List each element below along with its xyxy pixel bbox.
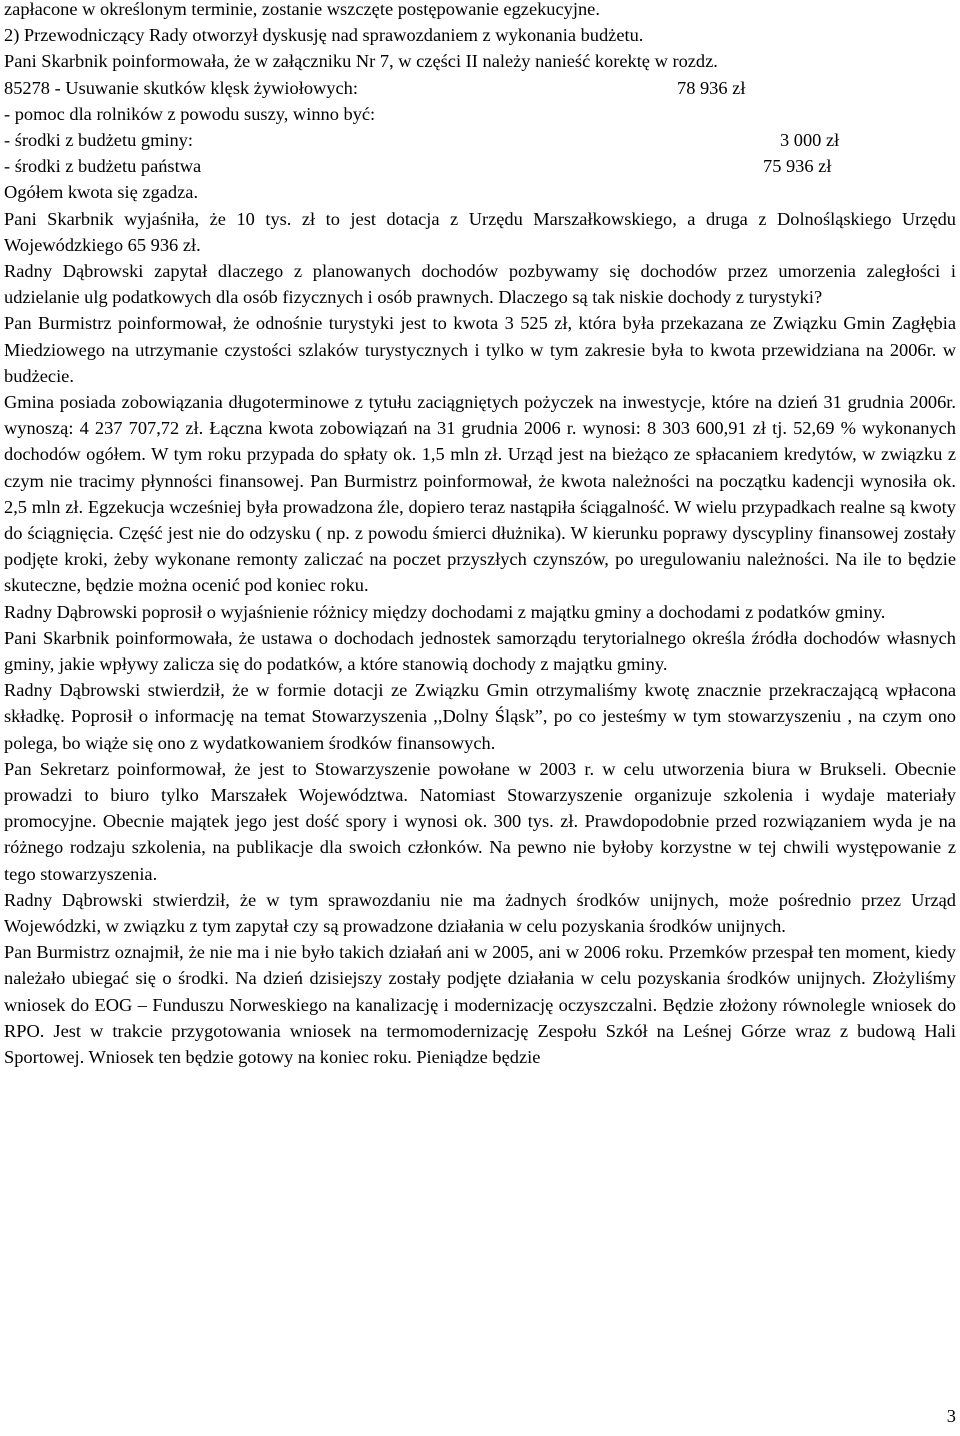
paragraph: Pan Burmistrz oznajmił, że nie ma i nie było takich działań ani w 2005, ani w 2006 roku. Przemków przespał ten moment, kiedy należało ubiegać się o środki. Na dzień dzisiejszy zostały podjęte działania w celu pozyskania środków unijnych. Złożyliśmy wniosek do EOG – Funduszu Norweskiego na kanalizację i modernizację oczyszczalni. Będzie złożony równolegle wniosek do RPO. Jest w trakcie przygotowania wniosek na termomodernizację Zespołu Szkół na Leśnej Górze wraz z budową Hali Sportowej. Wniosek ten będzie gotowy na koniec roku. Pieniądze będzie	[4, 942, 956, 1068]
opening-line: 2) Przewodniczący Rady otworzył dyskusję nad sprawozdaniem z wykonania budżetu.	[4, 25, 644, 46]
budget-row-label: - środki z budżetu gminy:	[4, 129, 193, 150]
budget-row-label: - środki z budżetu państwa	[4, 156, 202, 177]
budget-row-amount: 78 936 zł	[677, 77, 746, 98]
opening-line: zapłacone w określonym terminie, zostanie wszczęte postępowanie egzekucyjne.	[4, 0, 600, 19]
budget-row-label: 85278 - Usuwanie skutków klęsk żywiołowych:	[4, 77, 358, 98]
opening-line: Pani Skarbnik poinformowała, że w załączniku Nr 7, w części II należy nanieść korektę w rozdz.	[4, 51, 718, 72]
paragraph: Radny Dąbrowski poprosił o wyjaśnienie różnicy między dochodami z majątku gminy a dochodami z podatków gminy.	[4, 601, 886, 622]
paragraph: Pan Burmistrz poinformował, że odnośnie turystyki jest to kwota 3 525 zł, która była przekazana ze Związku Gmin Zagłębia Miedziowego na utrzymanie czystości szlaków turystycznych i tylko w tym zakresie była to kwota przewidziana na 2006r. w budżecie.	[4, 313, 956, 386]
paragraph: Pani Skarbnik wyjaśniła, że 10 tys. zł to jest dotacja z Urzędu Marszałkowskiego, a druga z Dolnośląskiego Urzędu Wojewódzkiego 65 936 zł.	[4, 208, 956, 255]
budget-row	[4, 75, 956, 101]
paragraph: Pan Sekretarz poinformował, że jest to Stowarzyszenie powołane w 2003 r. w celu utworzenia biura w Brukseli. Obecnie prowadzi to biuro tylko Marszałek Województwa. Natomiast Stowarzyszenie organizuje szkolenia i wydaje materiały promocyjne. Obecnie majątek jego jest dość spory i wynosi ok. 300 tys. zł. Prawdopodobnie przed rozwiązaniem wyda je na różnego rodzaju szkolenia, na publikacje dla swoich członków. Na pewno nie byłoby korzystne w tej chwili występowanie z tego stowarzyszenia.	[4, 758, 956, 884]
paragraph: Radny Dąbrowski stwierdził, że w formie dotacji ze Związku Gmin otrzymaliśmy kwotę znacznie przekraczającą wpłacona składkę. Poprosił o informację na temat Stowarzyszenia ,,Dolny Śląsk”, po co jesteśmy w tym stowarzyszeniu , na czym ono polega, bo wiąże się ono z wydatkowaniem środków finansowych.	[4, 680, 956, 753]
budget-row-label: - pomoc dla rolników z powodu suszy, winno być:	[4, 103, 376, 124]
document-body	[4, 0, 956, 1070]
page-number: 3	[946, 1406, 956, 1426]
budget-row-amount: 75 936 zł	[763, 156, 832, 177]
paragraph: Gmina posiada zobowiązania długoterminowe z tytułu zaciągniętych pożyczek na inwestycje, które na dzień 31 grudnia 2006r. wynoszą: 4 237 707,72 zł. Łączna kwota zobowiązań na 31 grudnia 2006 r. wynosi: 8 303 600,91 zł tj. 52,69 % wykonanych dochodów ogółem. W tym roku przypada do spłaty ok. 1,5 mln zł. Urząd jest na bieżąco ze spłacaniem kredytów, w związku z czym nie tracimy płynności finansowej. Pan Burmistrz poinformował, że kwota należności na początku kadencji wynosiła ok. 2,5 mln zł. Egzekucja wcześniej była prowadzona źle, dopiero teraz nastąpiła ściągalność. W wielu przypadkach realne są kwoty do ściągnięcia. Część jest nie do odzysku ( np. z powodu śmierci dłużnika). W kierunku poprawy dyscypliny finansowej zostały podjęte kroki, żeby wykonane remonty zaliczać na poczet przyszłych czynszów, po uregulowaniu należności. Na ile to będzie skuteczne, będzie można ocenić pod koniec roku.	[4, 391, 956, 596]
budget-row	[4, 101, 956, 127]
budget-row-amount: 3 000 zł	[780, 129, 840, 150]
paragraph: Radny Dąbrowski stwierdził, że w tym sprawozdaniu nie ma żadnych środków unijnych, może pośrednio przez Urząd Wojewódzki, w związku z tym zapytał czy są prowadzone działania w celu pozyskania środków unijnych.	[4, 889, 956, 937]
budget-row-label: Ogółem kwota się zgadza.	[4, 182, 199, 203]
budget-row	[4, 153, 956, 179]
paragraph: Pani Skarbnik poinformowała, że ustawa o dochodach jednostek samorządu terytorialnego określa źródła dochodów własnych gminy, jakie wpływy zalicza się do podatków, a które stanowią dochody z majątku gminy.	[4, 627, 956, 674]
budget-row	[4, 127, 956, 153]
budget-row	[4, 179, 956, 205]
paragraph: Radny Dąbrowski zapytał dlaczego z planowanych dochodów pozbywamy się dochodów przez umorzenia zaległości i udzielanie ulg podatkowych dla osób fizycznych i osób prawnych. Dlaczego są tak niskie dochody z turystyki?	[4, 260, 956, 308]
